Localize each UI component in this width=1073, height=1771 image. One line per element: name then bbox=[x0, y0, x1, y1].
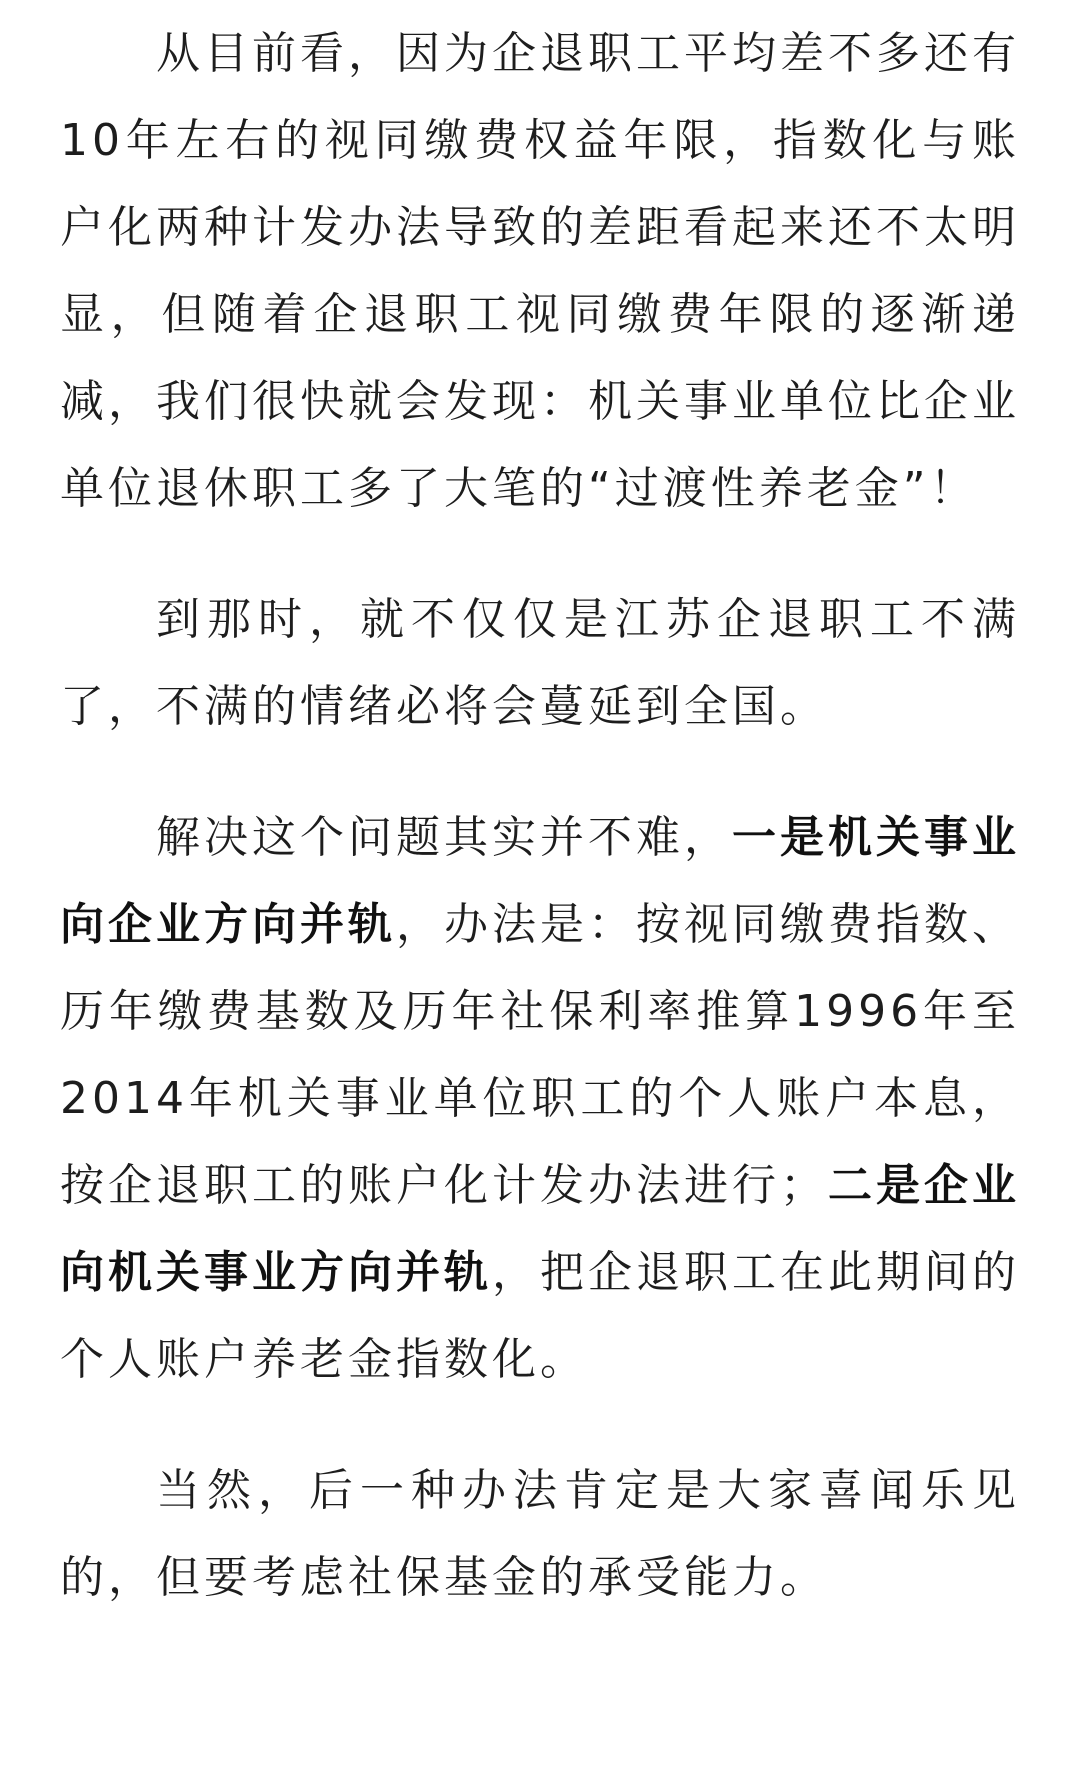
article-body bbox=[60, 10, 1020, 1621]
bold-phrase-option-2: 二是企业向机关事业方向并轨 bbox=[60, 1160, 1020, 1298]
bold-phrase-option-1: 一是机关事业向企业方向并轨 bbox=[60, 812, 1020, 950]
paragraph-3 bbox=[60, 794, 1020, 1403]
paragraph-3-text-1: 解决这个问题其实并不难， bbox=[156, 812, 732, 863]
paragraph-4: 当然，后一种办法肯定是大家喜闻乐见的，但要考虑社保基金的承受能力。 bbox=[60, 1465, 1020, 1603]
paragraph-3-text-3: ，把企退职工在此期间的个人账户养老金指数化。 bbox=[60, 1247, 1020, 1385]
paragraph-3-text-2: ，办法是：按视同缴费指数、历年缴费基数及历年社保利率推算1996年至2014年机关事业单位职工的个人账户本息，按企退职工的账户化计发办法进行； bbox=[60, 899, 1020, 1211]
paragraph-1: 从目前看，因为企退职工平均差不多还有10年左右的视同缴费权益年限，指数化与账户化两种计发办法导致的差距看起来还不太明显，但随着企退职工视同缴费年限的逐渐递减，我们很快就会发现：机关事业单位比企业单位退休职工多了大笔的“过渡性养老金”！ bbox=[60, 28, 1020, 514]
paragraph-2: 到那时，就不仅仅是江苏企退职工不满了，不满的情绪必将会蔓延到全国。 bbox=[60, 594, 1020, 732]
